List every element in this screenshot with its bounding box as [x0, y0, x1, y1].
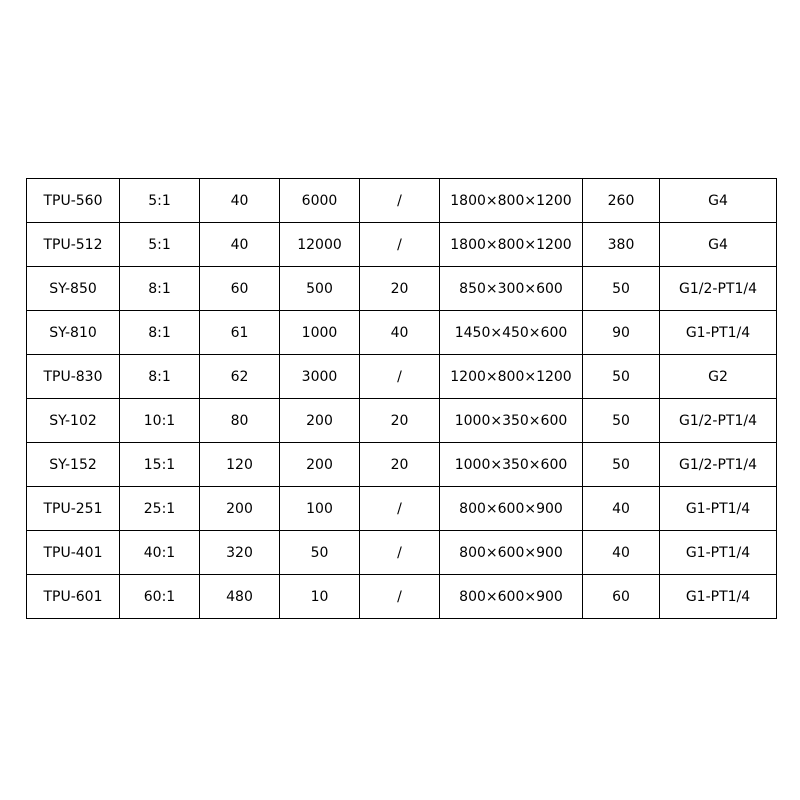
table-row [27, 355, 777, 399]
value-cell: / [360, 223, 440, 267]
dimensions-cell: 1000×350×600 [440, 399, 583, 443]
model-cell: SY-102 [27, 399, 120, 443]
value-cell: 200 [280, 399, 360, 443]
ratio-cell: 8:1 [120, 311, 200, 355]
value-cell: / [360, 487, 440, 531]
value-cell: 50 [583, 267, 660, 311]
connection-cell: G1-PT1/4 [660, 575, 777, 619]
value-cell: 200 [280, 443, 360, 487]
connection-cell: G2 [660, 355, 777, 399]
table-row [27, 575, 777, 619]
table-row [27, 311, 777, 355]
connection-cell: G1/2-PT1/4 [660, 267, 777, 311]
value-cell: 260 [583, 179, 660, 223]
dimensions-cell: 850×300×600 [440, 267, 583, 311]
table-row [27, 399, 777, 443]
connection-cell: G4 [660, 223, 777, 267]
value-cell: 320 [200, 531, 280, 575]
value-cell: / [360, 531, 440, 575]
connection-cell: G1/2-PT1/4 [660, 399, 777, 443]
value-cell: 40 [200, 223, 280, 267]
ratio-cell: 60:1 [120, 575, 200, 619]
value-cell: 40 [583, 487, 660, 531]
table-row [27, 267, 777, 311]
connection-cell: G4 [660, 179, 777, 223]
model-cell: SY-850 [27, 267, 120, 311]
connection-cell: G1-PT1/4 [660, 531, 777, 575]
value-cell: 60 [583, 575, 660, 619]
value-cell: 200 [200, 487, 280, 531]
spec-table-body [27, 179, 777, 619]
connection-cell: G1-PT1/4 [660, 311, 777, 355]
model-cell: TPU-401 [27, 531, 120, 575]
model-cell: TPU-512 [27, 223, 120, 267]
connection-cell: G1-PT1/4 [660, 487, 777, 531]
value-cell: 20 [360, 267, 440, 311]
connection-cell: G1/2-PT1/4 [660, 443, 777, 487]
value-cell: 50 [583, 355, 660, 399]
value-cell: 3000 [280, 355, 360, 399]
table-row [27, 179, 777, 223]
value-cell: 40 [360, 311, 440, 355]
value-cell: 10 [280, 575, 360, 619]
value-cell: 480 [200, 575, 280, 619]
ratio-cell: 15:1 [120, 443, 200, 487]
ratio-cell: 8:1 [120, 267, 200, 311]
value-cell: / [360, 355, 440, 399]
ratio-cell: 40:1 [120, 531, 200, 575]
value-cell: / [360, 179, 440, 223]
dimensions-cell: 1450×450×600 [440, 311, 583, 355]
table-row [27, 487, 777, 531]
value-cell: 90 [583, 311, 660, 355]
value-cell: 62 [200, 355, 280, 399]
value-cell: 40 [200, 179, 280, 223]
value-cell: 6000 [280, 179, 360, 223]
spec-table [26, 178, 777, 619]
table-row [27, 223, 777, 267]
dimensions-cell: 1800×800×1200 [440, 223, 583, 267]
dimensions-cell: 800×600×900 [440, 531, 583, 575]
value-cell: 380 [583, 223, 660, 267]
value-cell: 12000 [280, 223, 360, 267]
dimensions-cell: 1000×350×600 [440, 443, 583, 487]
value-cell: 1000 [280, 311, 360, 355]
model-cell: SY-152 [27, 443, 120, 487]
model-cell: TPU-830 [27, 355, 120, 399]
dimensions-cell: 1800×800×1200 [440, 179, 583, 223]
value-cell: 50 [583, 443, 660, 487]
value-cell: 80 [200, 399, 280, 443]
ratio-cell: 5:1 [120, 179, 200, 223]
value-cell: 61 [200, 311, 280, 355]
ratio-cell: 5:1 [120, 223, 200, 267]
table-row [27, 531, 777, 575]
value-cell: 500 [280, 267, 360, 311]
value-cell: 100 [280, 487, 360, 531]
model-cell: TPU-601 [27, 575, 120, 619]
table-row [27, 443, 777, 487]
dimensions-cell: 800×600×900 [440, 575, 583, 619]
value-cell: 40 [583, 531, 660, 575]
value-cell: 20 [360, 399, 440, 443]
value-cell: 50 [583, 399, 660, 443]
model-cell: TPU-251 [27, 487, 120, 531]
ratio-cell: 25:1 [120, 487, 200, 531]
value-cell: 50 [280, 531, 360, 575]
dimensions-cell: 800×600×900 [440, 487, 583, 531]
dimensions-cell: 1200×800×1200 [440, 355, 583, 399]
ratio-cell: 10:1 [120, 399, 200, 443]
value-cell: / [360, 575, 440, 619]
value-cell: 20 [360, 443, 440, 487]
value-cell: 60 [200, 267, 280, 311]
model-cell: TPU-560 [27, 179, 120, 223]
value-cell: 120 [200, 443, 280, 487]
model-cell: SY-810 [27, 311, 120, 355]
ratio-cell: 8:1 [120, 355, 200, 399]
